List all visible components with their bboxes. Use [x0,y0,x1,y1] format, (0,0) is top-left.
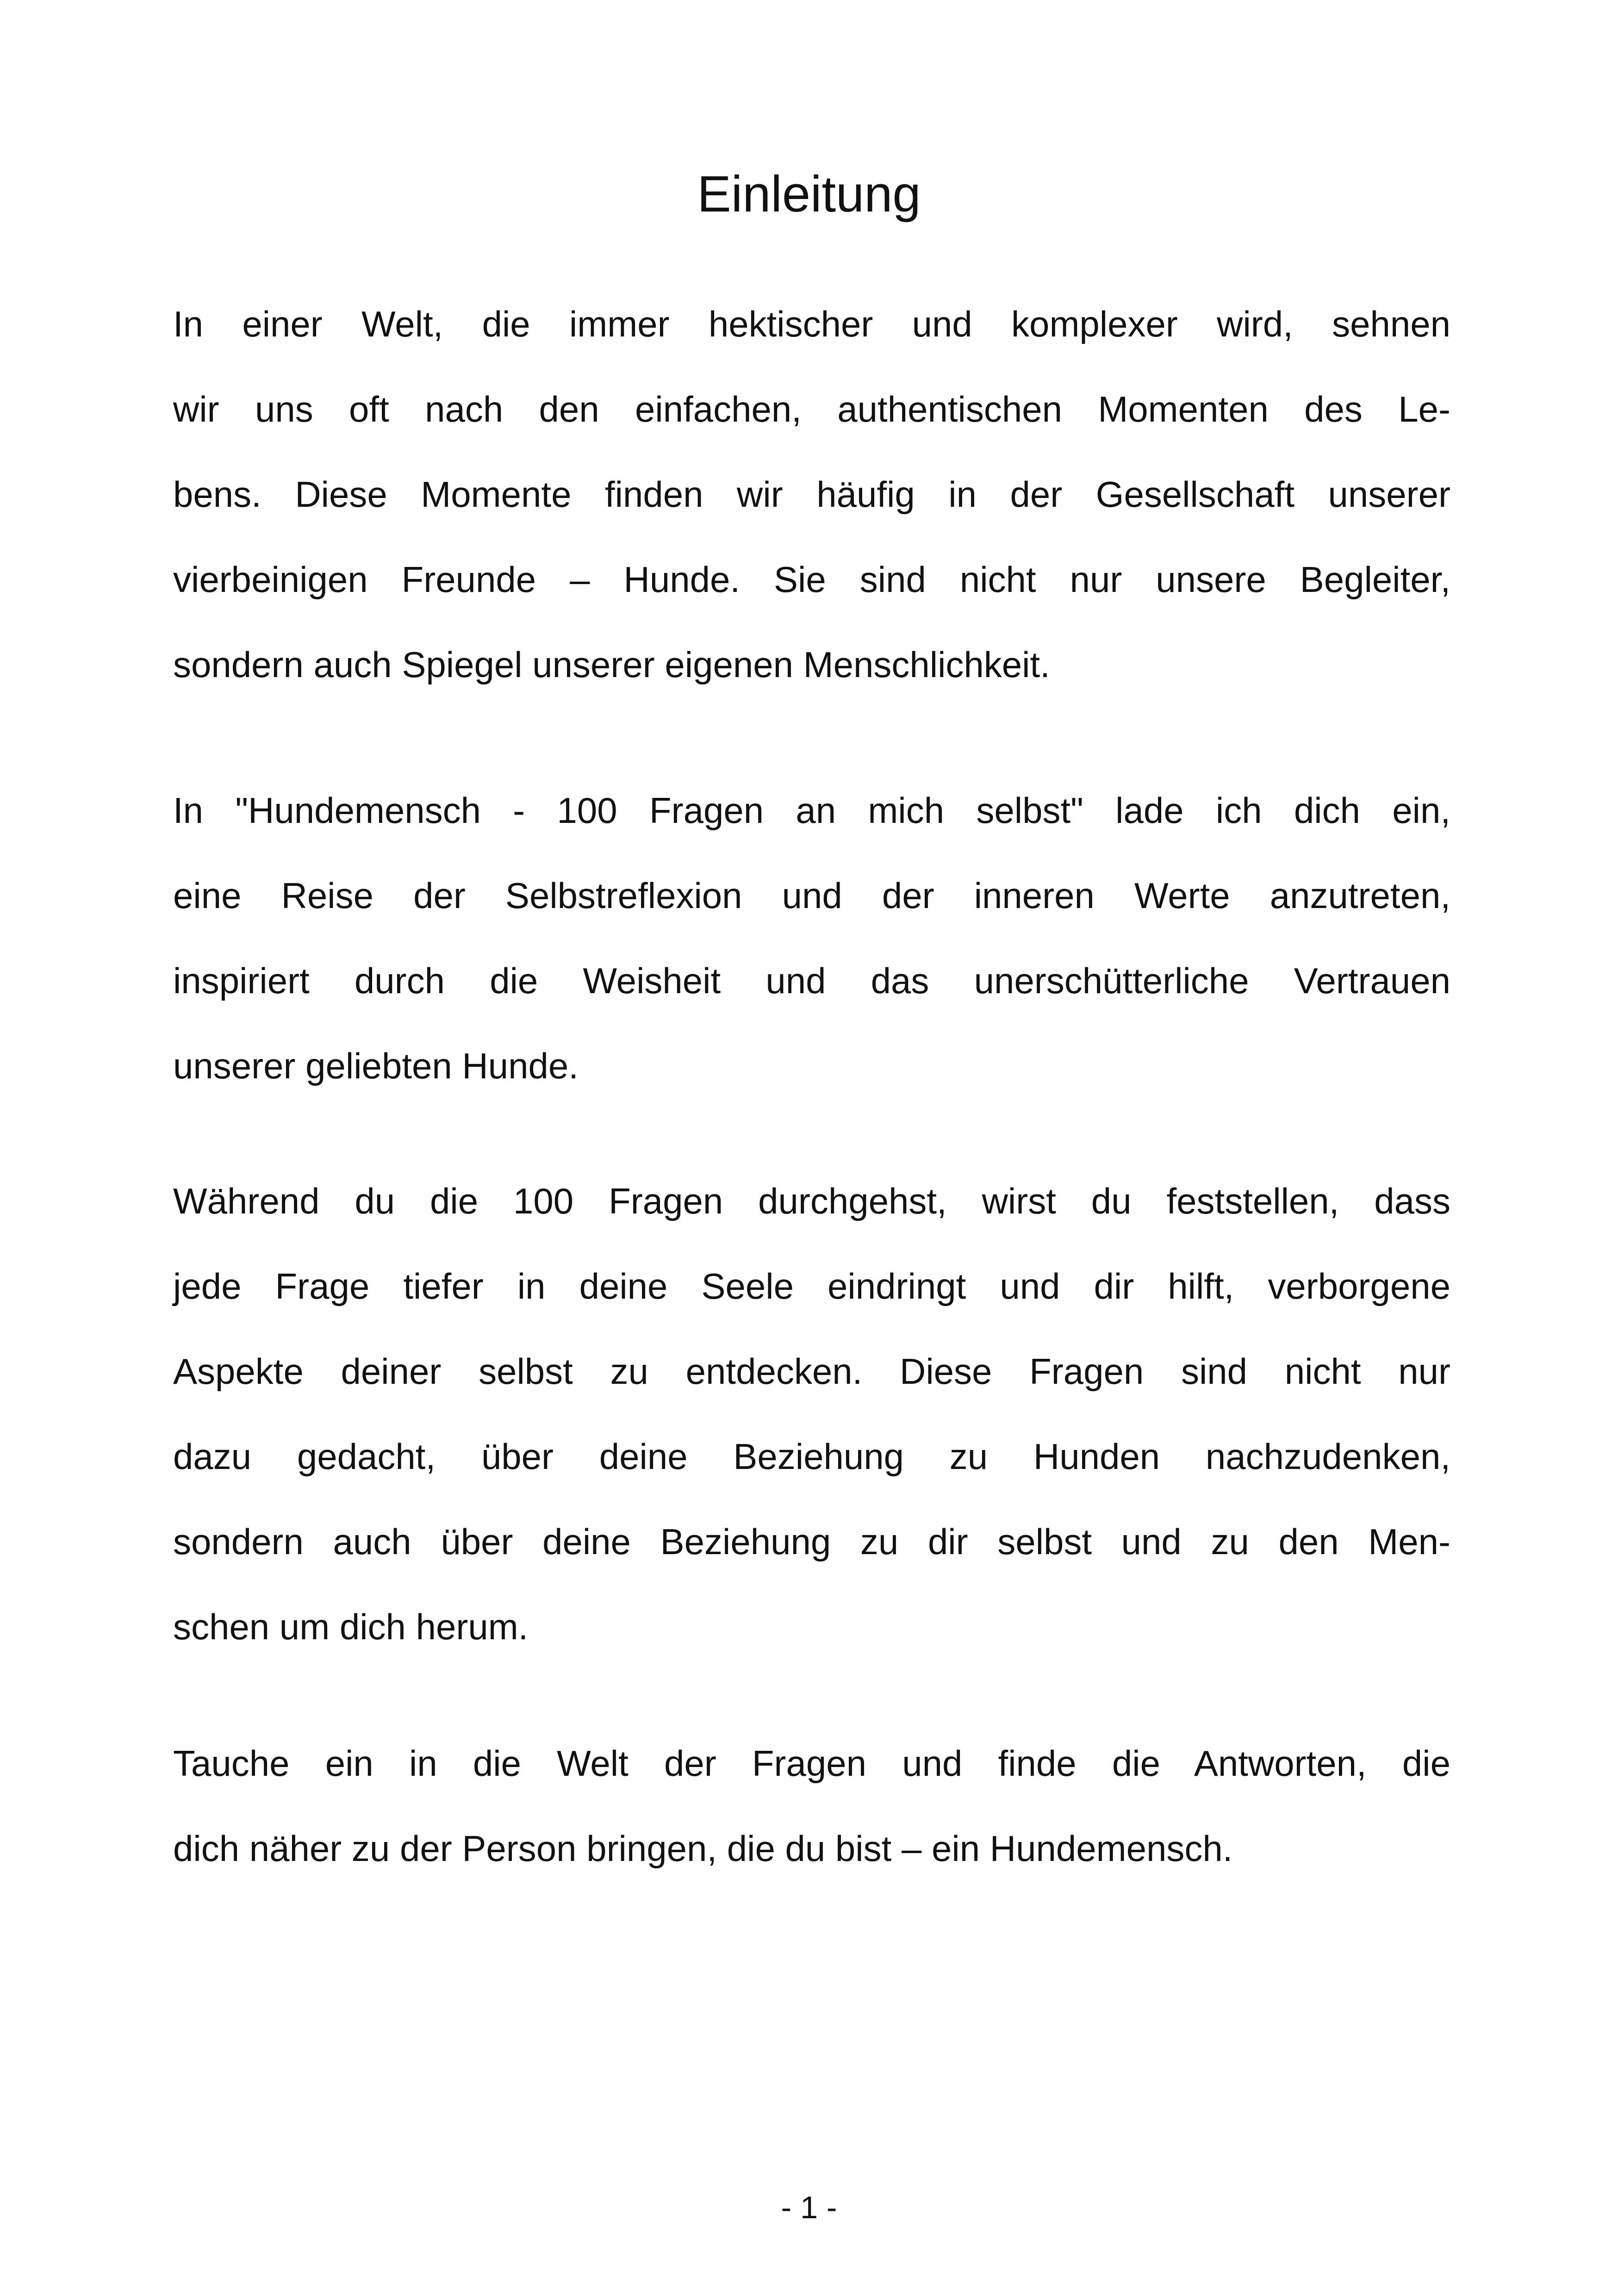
paragraph-line: dazu gedacht, über deine Beziehung zu Hunden nachzudenken, [173,1436,1450,1477]
page-number: - 1 - [781,2190,837,2225]
paragraph-line: Während du die 100 Fragen durchgehst, wirst du feststellen, dass [173,1181,1450,1221]
paragraph-line: eine Reise der Selbstreflexion und der inneren Werte anzutreten, [173,875,1450,916]
paragraph-line: In "Hundemensch - 100 Fragen an mich selbst" lade ich dich ein, [173,790,1450,831]
paragraph-line: inspiriert durch die Weisheit und das unerschütterliche Vertrauen [173,960,1450,1001]
paragraph-line: bens. Diese Momente finden wir häufig in der Gesellschaft unserer [173,474,1450,515]
paragraph-line: unserer geliebten Hunde. [173,1045,579,1086]
page-title: Einleitung [697,166,921,223]
paragraph-line: sondern auch über deine Beziehung zu dir selbst und zu den Men- [173,1521,1450,1562]
paragraph-line: wir uns oft nach den einfachen, authentischen Momenten des Le- [173,389,1450,429]
paragraph-line: schen um dich herum. [173,1606,529,1647]
paragraph-line: Tauche ein in die Welt der Fragen und finde die Antworten, die [173,1743,1450,1784]
paragraph-line: In einer Welt, die immer hektischer und komplexer wird, sehnen [173,304,1450,344]
paragraph-1 [173,281,1450,707]
paragraph-line: vierbeinigen Freunde – Hunde. Sie sind nicht nur unsere Begleiter, [173,559,1450,600]
paragraph-line: sondern auch Spiegel unserer eigenen Menschlichkeit. [173,644,1050,685]
paragraph-2 [173,768,1450,1108]
paragraph-3 [173,1158,1450,1669]
paragraph-4 [173,1721,1450,1891]
paragraph-line: Aspekte deiner selbst zu entdecken. Diese Fragen sind nicht nur [173,1351,1450,1392]
paragraph-line: jede Frage tiefer in deine Seele eindringt und dir hilft, verborgene [173,1266,1450,1307]
paragraph-line: dich näher zu der Person bringen, die du bist – ein Hundemensch. [173,1828,1233,1869]
